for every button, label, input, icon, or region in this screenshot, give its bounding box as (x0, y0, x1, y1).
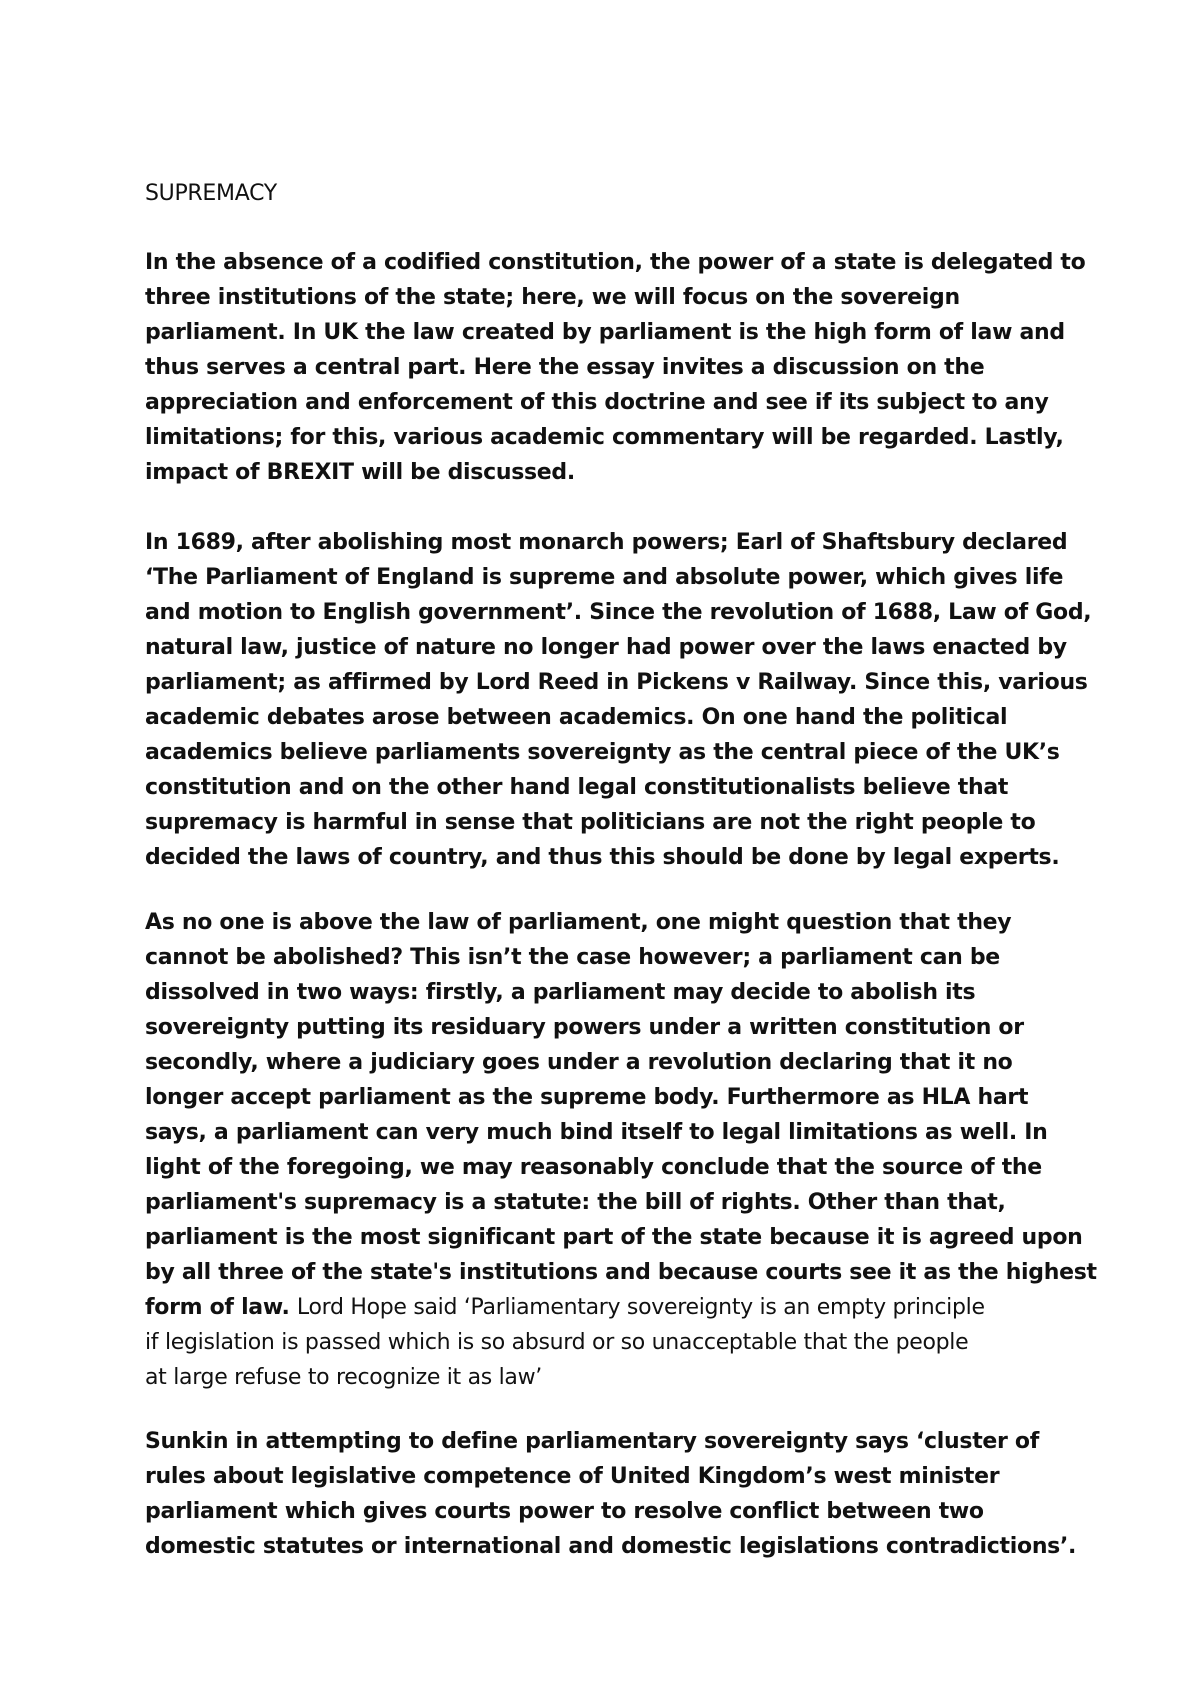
paragraph-line: and motion to English government’. Since the revolution of 1688, Law of God, (145, 600, 1092, 625)
paragraph-line: longer accept parliament as the supreme body. Furthermore as HLA hart (145, 1085, 1029, 1110)
quote-line: if legislation is passed which is so absurd or so unacceptable that the people (145, 1330, 969, 1355)
paragraph-line: parliament; as affirmed by Lord Reed in Pickens v Railway. Since this, various (145, 670, 1088, 695)
quote-fragment: Lord Hope said ‘Parliamentary sovereignty is an empty principle (296, 1295, 985, 1320)
paragraph-line: says, a parliament can very much bind itself to legal limitations as well. In (145, 1120, 1048, 1145)
paragraph-line: parliament's supremacy is a statute: the bill of rights. Other than that, (145, 1190, 1006, 1215)
paragraph-line: academic debates arose between academics. On one hand the political (145, 705, 1008, 730)
paragraph-line: academics believe parliaments sovereignty as the central piece of the UK’s (145, 740, 1060, 765)
paragraph-line: appreciation and enforcement of this doctrine and see if its subject to any (145, 390, 1049, 415)
paragraph-line: limitations; for this, various academic commentary will be regarded. Lastly, (145, 425, 1064, 450)
paragraph-definition (145, 1424, 1085, 1564)
paragraph-line: by all three of the state's institutions and because courts see it as the highest (145, 1260, 1097, 1285)
paragraph-abolition (145, 905, 1097, 1395)
paragraph-history (145, 525, 1092, 875)
paragraph-line: parliament which gives courts power to resolve conflict between two (145, 1499, 984, 1524)
quote-line: at large refuse to recognize it as law’ (145, 1365, 542, 1390)
paragraph-line: secondly, where a judiciary goes under a revolution declaring that it no (145, 1050, 1013, 1075)
paragraph-line: supremacy is harmful in sense that politicians are not the right people to (145, 810, 1036, 835)
paragraph-line: impact of BREXIT will be discussed. (145, 460, 575, 485)
paragraph-line: In 1689, after abolishing most monarch powers; Earl of Shaftsbury declared (145, 530, 1068, 555)
paragraph-introduction (145, 245, 1085, 490)
paragraph-line: sovereignty putting its residuary powers under a written constitution or (145, 1015, 1024, 1040)
title-text: SUPREMACY (145, 181, 277, 206)
paragraph-line: three institutions of the state; here, we will focus on the sovereign (145, 285, 960, 310)
paragraph-line: domestic statutes or international and domestic legislations contradictions’. (145, 1534, 1077, 1559)
paragraph-line: natural law, justice of nature no longer had power over the laws enacted by (145, 635, 1067, 660)
paragraph-mixed-line (145, 1290, 1085, 1325)
paragraph-line: constitution and on the other hand legal constitutionalists believe that (145, 775, 1009, 800)
paragraph-line: ‘The Parliament of England is supreme and absolute power, which gives life (145, 565, 1064, 590)
paragraph-line: parliament is the most significant part of the state because it is agreed upon (145, 1225, 1083, 1250)
paragraph-line: dissolved in two ways: firstly, a parliament may decide to abolish its (145, 980, 976, 1005)
paragraph-line: Sunkin in attempting to define parliamentary sovereignty says ‘cluster of (145, 1429, 1040, 1454)
paragraph-line: light of the foregoing, we may reasonably conclude that the source of the (145, 1155, 1042, 1180)
paragraph-line: cannot be abolished? This isn’t the case however; a parliament can be (145, 945, 1000, 970)
paragraph-line: thus serves a central part. Here the essay invites a discussion on the (145, 355, 985, 380)
bold-fragment: form of law. (145, 1295, 297, 1320)
document-title (145, 176, 1085, 211)
paragraph-line: parliament. In UK the law created by parliament is the high form of law and (145, 320, 1065, 345)
paragraph-line: In the absence of a codified constitution, the power of a state is delegated to (145, 250, 1086, 275)
paragraph-line: rules about legislative competence of United Kingdom’s west minister (145, 1464, 1000, 1489)
paragraph-line: decided the laws of country, and thus this should be done by legal experts. (145, 845, 1060, 870)
paragraph-line: As no one is above the law of parliament, one might question that they (145, 910, 1012, 935)
